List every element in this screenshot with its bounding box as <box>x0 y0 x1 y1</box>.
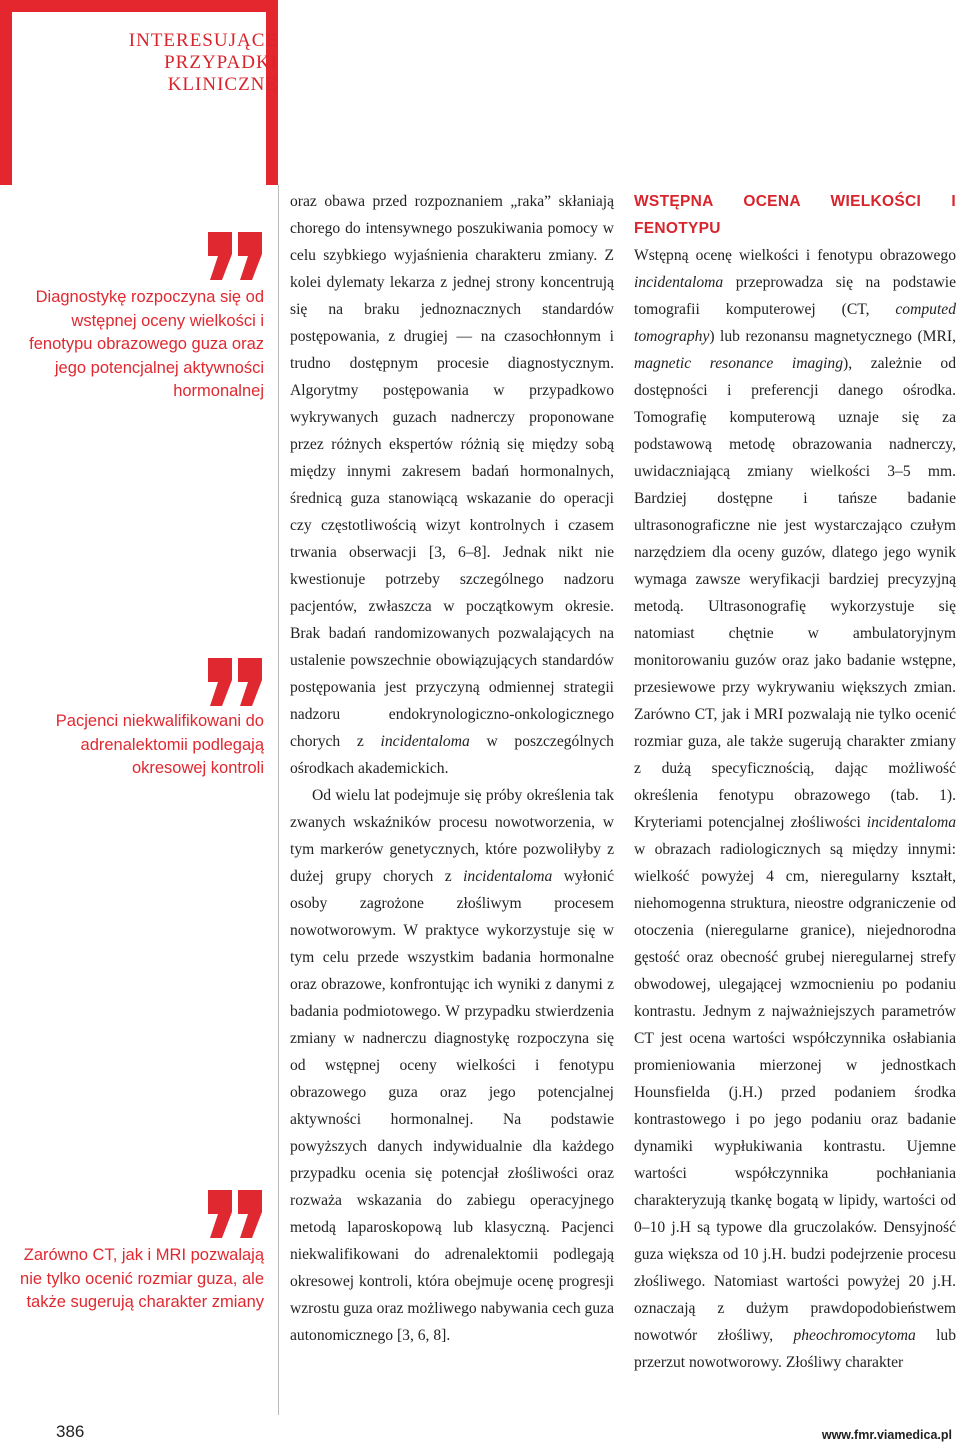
paragraph-text: Wstępną ocenę wielkości i fenotypu obrazowego <box>634 247 956 264</box>
paragraph-text: ) lub rezonansu magnetycznego (MRI, <box>709 328 956 345</box>
paragraph-text: przeprowadza się na podstawie tomografii komputerowej (CT, <box>634 274 956 318</box>
page-number: 386 <box>56 1422 85 1441</box>
section-label-line3: KLINICZNE <box>167 74 278 95</box>
paragraph-text: oraz obawa przed rozpoznaniem „raka” skłaniają chorego do intensywnego poszukiwania pomocy w celu szybkiego wyjaśnienia charakteru zmiany. Z kolei dylematy lekarza z jednej strony koncentrują się na braku jednoznacznych standardów postępowania, z drugiej — na czasochłonnym i trudno dostępnym procesie diagnostycznym. Algorytmy postępowania w przypadkowo wykrywanych guzach nadnerczy proponowane przez różnych ekspertów różnią się między sobą między innymi zakresem badań hormonalnych, średnicą guza stanowiącą wskazanie do operacji czy częstotliwością wizyt kontrolnych i czasem trwania obserwacji [3, 6–8]. Jednak nikt nie kwestionuje potrzeby szczególnego nadzoru pacjentów, zwłaszcza w początkowym okresie. Brak badań randomizowanych pozwalających na ustalenie powszechnie obowiązujących standardów postępowania jest przyczyną odmiennej strategii nadzoru endokrynologiczno-onkologicznego chorych z <box>290 193 614 750</box>
website-link[interactable]: www.fmr.viamedica.pl <box>821 1428 952 1442</box>
article-column-right <box>634 188 956 1376</box>
section-label <box>16 30 278 120</box>
section-heading: WSTĘPNA OCENA WIELKOŚCI I FENOTYPU <box>634 193 956 237</box>
paragraph-text: wyłonić osoby zagrożone złośliwym procesem nowotworowym. W praktyce wykorzystuje się w tym celu przede wszystkim badania hormonalne oraz obrazowe, konfrontując ich wyniki z danymi z badania podmiotowego. W przypadku stwierdzenia zmiany w nadnerczu diagnostykę rozpoczyna się od wstępnej oceny wielkości i fenotypu obrazowego guza oraz jego potencjalnej aktywności hormonalnej. Na podstawie powyższych danych indywidualnie dla każdego przypadku ocenia się potencjał złośliwości oraz rozważa wskazania do zabiegu operacyjnego metodą laparoskopową lub klasyczną. Pacjenci niekwalifikowani do adrenalektomii podlegają okresowej kontroli, która obejmuje ocenę progresji wzrostu guza oraz możliwego nabywania cech guza autonomicznego [3, 6, 8]. <box>290 868 614 1344</box>
quote-icon <box>206 1190 264 1240</box>
paragraph-text: lub przerzut nowotworowy. Złośliwy charakter <box>634 1327 957 1371</box>
column-divider <box>278 185 279 1415</box>
paragraph-text: ), zależnie od dostępności i preferencji danego ośrodka. Tomografię komputerową uznaje się za podstawową metodę obrazowania nadnerczy, uwidaczniającą zmiany wielkości 3–5 mm. Bardziej dostępne i tańsze badanie ultrasonograficzne nie jest wystarczająco czułym narzędziem dla oceny guzów, dlatego jego wynik wymaga zawsze weryfikacji bardziej precyzyjną metodą. Ultrasonografię wykorzystuje się natomiast chętnie w ambulatoryjnym monitorowaniu guzów oraz jako badanie wstępne, przesiewowe przy wykrywaniu większych zmian. Zarówno CT, jak i MRI pozwalają nie tylko ocenić rozmiar guza, ale także sugerują charakter zmiany z dużą specyficznością, dając możliwość określenia fenotypu obrazowego (tab. 1). Kryteriami potencjalnej złośliwości <box>634 355 956 831</box>
header-red-bar-left <box>0 0 12 185</box>
italic-term: incidentaloma <box>634 274 724 291</box>
pull-quote-1: Diagnostykę rozpoczyna się od wstępnej oceny wielkości i fenotypu obrazowego guza oraz jego potencjalnej aktywności hormonalnej <box>29 288 264 400</box>
italic-term: incidentaloma <box>380 733 470 750</box>
paragraph <box>290 188 614 782</box>
quote-icon <box>206 658 264 708</box>
paragraph-text: w obrazach radiologicznych są między innymi: wielkość powyżej 4 cm, nieregularny kształt, niehomogenna struktura, nieostre odgraniczenie od otoczenia (nieregularne granice), niejednorodna gęstość oraz obecność grubej nieregularnej strefy obwodowej, ulegającej wzmocnieniu po podaniu kontrastu. Jednym z najważniejszych parametrów CT jest ocena wartości współczynnika osłabiania promieniowania mierzonej w jednostkach Hounsfielda (j.H.) przed podaniem środka kontrastowego i po jego podaniu oraz badanie dynamiki wypłukiwania kontrastu. Ujemne wartości współczynnika pochłaniania charakteryzują tkankę bogatą w lipidy, wartości od 0–10 j.H są typowe dla gruczolaków. Densyjność guza większa od 10 j.H. budzi podejrzenie procesu złośliwego. Natomiast wartości powyżej 20 j.H. oznaczają z dużym prawdopodobieństwem nowotwór złośliwy, <box>634 841 956 1344</box>
italic-term: magnetic resonance imaging <box>634 355 844 372</box>
quote-icon <box>206 232 264 282</box>
paragraph-text: Od wielu lat podejmuje się próby określenia tak zwanych wskaźników procesu nowotworzenia, w tym markerów genetycznych, które pozwoliłyby z dużej grupy chorych z <box>290 787 614 885</box>
paragraph <box>290 782 614 1349</box>
header-red-bar-top <box>0 0 278 12</box>
pull-quote-2: Pacjenci niekwalifikowani do adrenalektomii podlegają okresowej kontroli <box>55 712 264 777</box>
article-column-middle <box>290 188 614 1349</box>
italic-term: incidentaloma <box>463 868 553 885</box>
italic-term: pheochromocytoma <box>793 1327 916 1344</box>
italic-term: incidentaloma <box>866 814 956 831</box>
italic-term: computed tomography <box>634 301 956 345</box>
section-label-line1: INTERESUJĄCE <box>128 30 278 51</box>
paragraph <box>634 242 956 1376</box>
section-label-line2: PRZYPADKI <box>164 52 278 73</box>
pull-quote-3: Zarówno CT, jak i MRI pozwalają nie tylko ocenić rozmiar guza, ale także sugerują charakter zmiany <box>20 1246 264 1311</box>
paragraph-text: w poszczególnych ośrodkach akademickich. <box>290 733 614 777</box>
